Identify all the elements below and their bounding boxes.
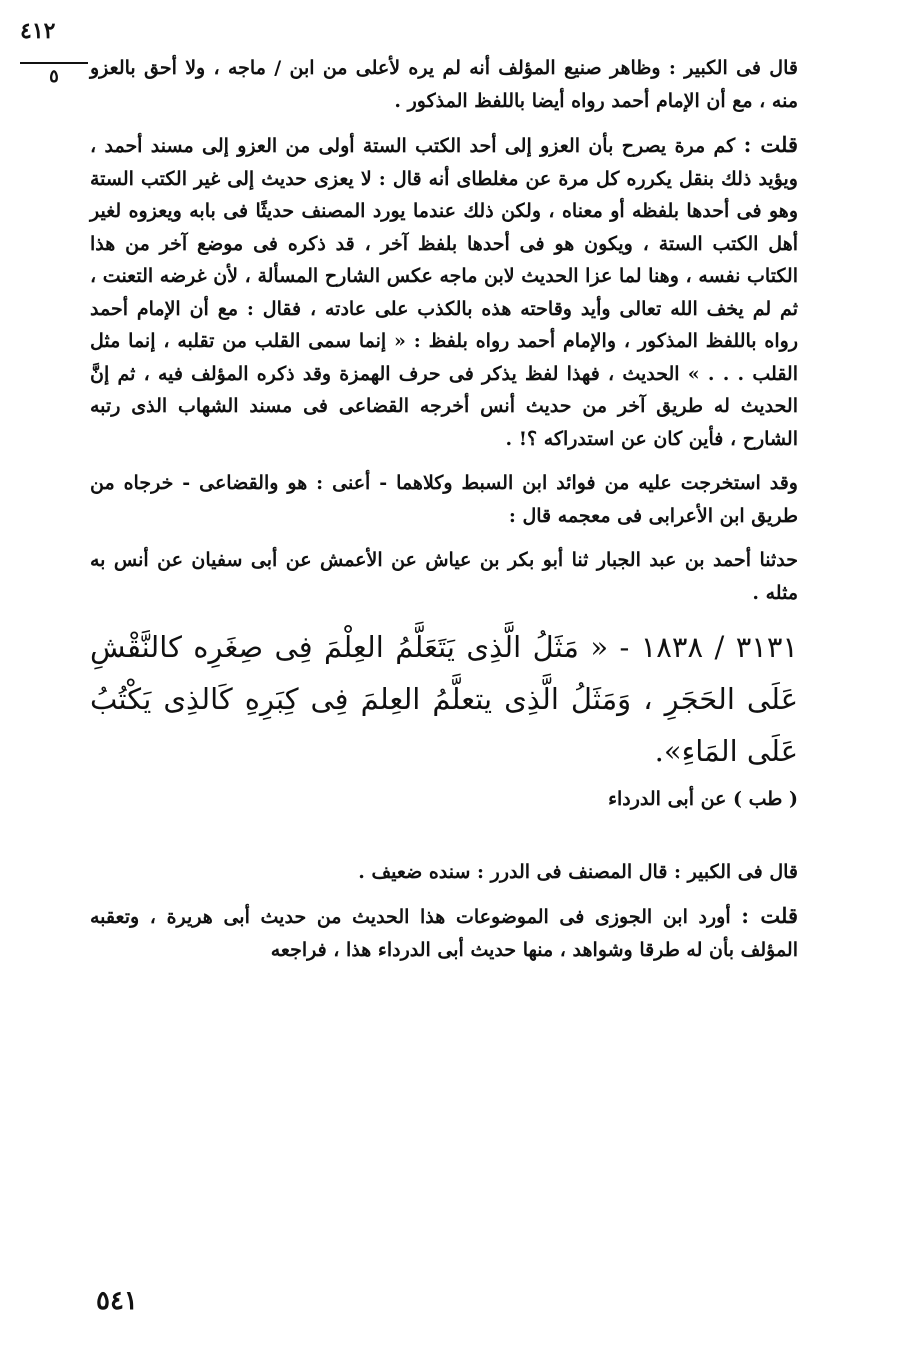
closing-paragraph-2 — [90, 900, 798, 966]
hadith-text: ٣١٣١ / ١٨٣٨ - « مَثَلُ الَّذِى يَتَعَلَّمُ العِلْمَ فِى صِغَرِه كالنَّقْشِ عَلَى الحَجَرِ ، وَمَثَلُ الَّذِى يتعلَّمُ العِلمَ فِى كِبَرِهِ كَالذِى يَكْتُبُ عَلَى المَاءِ». — [90, 630, 798, 768]
paragraph-1 — [90, 52, 798, 117]
paragraph-4-text: حدثنا أحمد بن عبد الجبار ثنا أبو بكر بن عياش عن الأعمش عن أبى سفيان عن أنس به مثله . — [90, 549, 798, 604]
paragraph-4 — [90, 544, 798, 609]
paragraph-3-text: وقد استخرجت عليه من فوائد ابن السبط وكلاهما - أعنى : هو والقضاعى - خرجاه من طريق ابن الأعرابى فى معجمه قال : — [90, 472, 798, 527]
closing-paragraph-2-text: أورد ابن الجوزى فى الموضوعات هذا الحديث من حديث أبى هريرة ، وتعقبه المؤلف بأن له طرقا وشواهد ، منها حديث أبى الدرداء هذا ، فراجعه — [90, 906, 798, 961]
volume-marker — [20, 62, 88, 87]
paragraph-2-text: كم مرة يصرح بأن العزو إلى أحد الكتب الستة أولى من العزو إلى مسند أحمد ، ويؤيد ذلك بنقل يكرره كل مرة عن مغلطاى أنه قال : لا يعزى حديث إلى غير الكتب الستة وهو فى أحدها بلفظه أو معناه ، ولكن ذلك عندما يورد المصنف حديثًا فى بابه ويعزوه لغير أهل الكتب الستة ، ويكون هو فى أحدها بلفظ آخر ، قد ذكره فى موضع آخر من هذا الكتاب نفسه ، وهنا لما عزا الحديث لابن ماجه عكس الشارح المسألة ، لأن غرضه التعنت ، ثم لم يخف الله تعالى وأيد وقاحته هذه بالكذب على عادته ، فقال : مع أن الإمام أحمد رواه باللفظ المذكور ، والإمام أحمد رواه بلفظ : « إنما سمى القلب من تقلبه ، إنما مثل القلب . . . » الحديث ، فهذا لفظ يذكر فى حرف الهمزة وقد ذكره المؤلف فيه ، ثم إنَّ الحديث له طريق آخر من حديث أنس أخرجه القضاعى فى مسند الشهاب الذى رتبه الشارح ، فأين كان عن استدراكه ؟! . — [90, 135, 798, 450]
paragraph-3 — [90, 467, 798, 532]
marker-rule — [20, 62, 88, 64]
main-text — [90, 52, 798, 978]
paragraph-2-lead: قلت : — [743, 132, 798, 157]
closing-paragraph-2-lead: قلت : — [741, 903, 798, 928]
hadith-source: ( طب ) عن أبى الدرداء — [608, 788, 798, 810]
paragraph-2 — [90, 129, 798, 455]
volume-marker-number: ٥ — [49, 66, 59, 87]
closing-paragraph-1 — [90, 856, 798, 889]
closing-paragraph-1-text: قال فى الكبير : قال المصنف فى الدرر : سنده ضعيف . — [358, 860, 798, 883]
top-page-number: ٤١٢ — [20, 18, 56, 44]
paragraph-1-text: قال فى الكبير : وظاهر صنيع المؤلف أنه لم يره لأعلى من ابن / ماجه ، ولا أحق بالعزو منه ، مع أن الإمام أحمد رواه أيضا باللفظ المذكور . — [90, 57, 798, 112]
bottom-page-number: ٥٤١ — [96, 1286, 138, 1316]
